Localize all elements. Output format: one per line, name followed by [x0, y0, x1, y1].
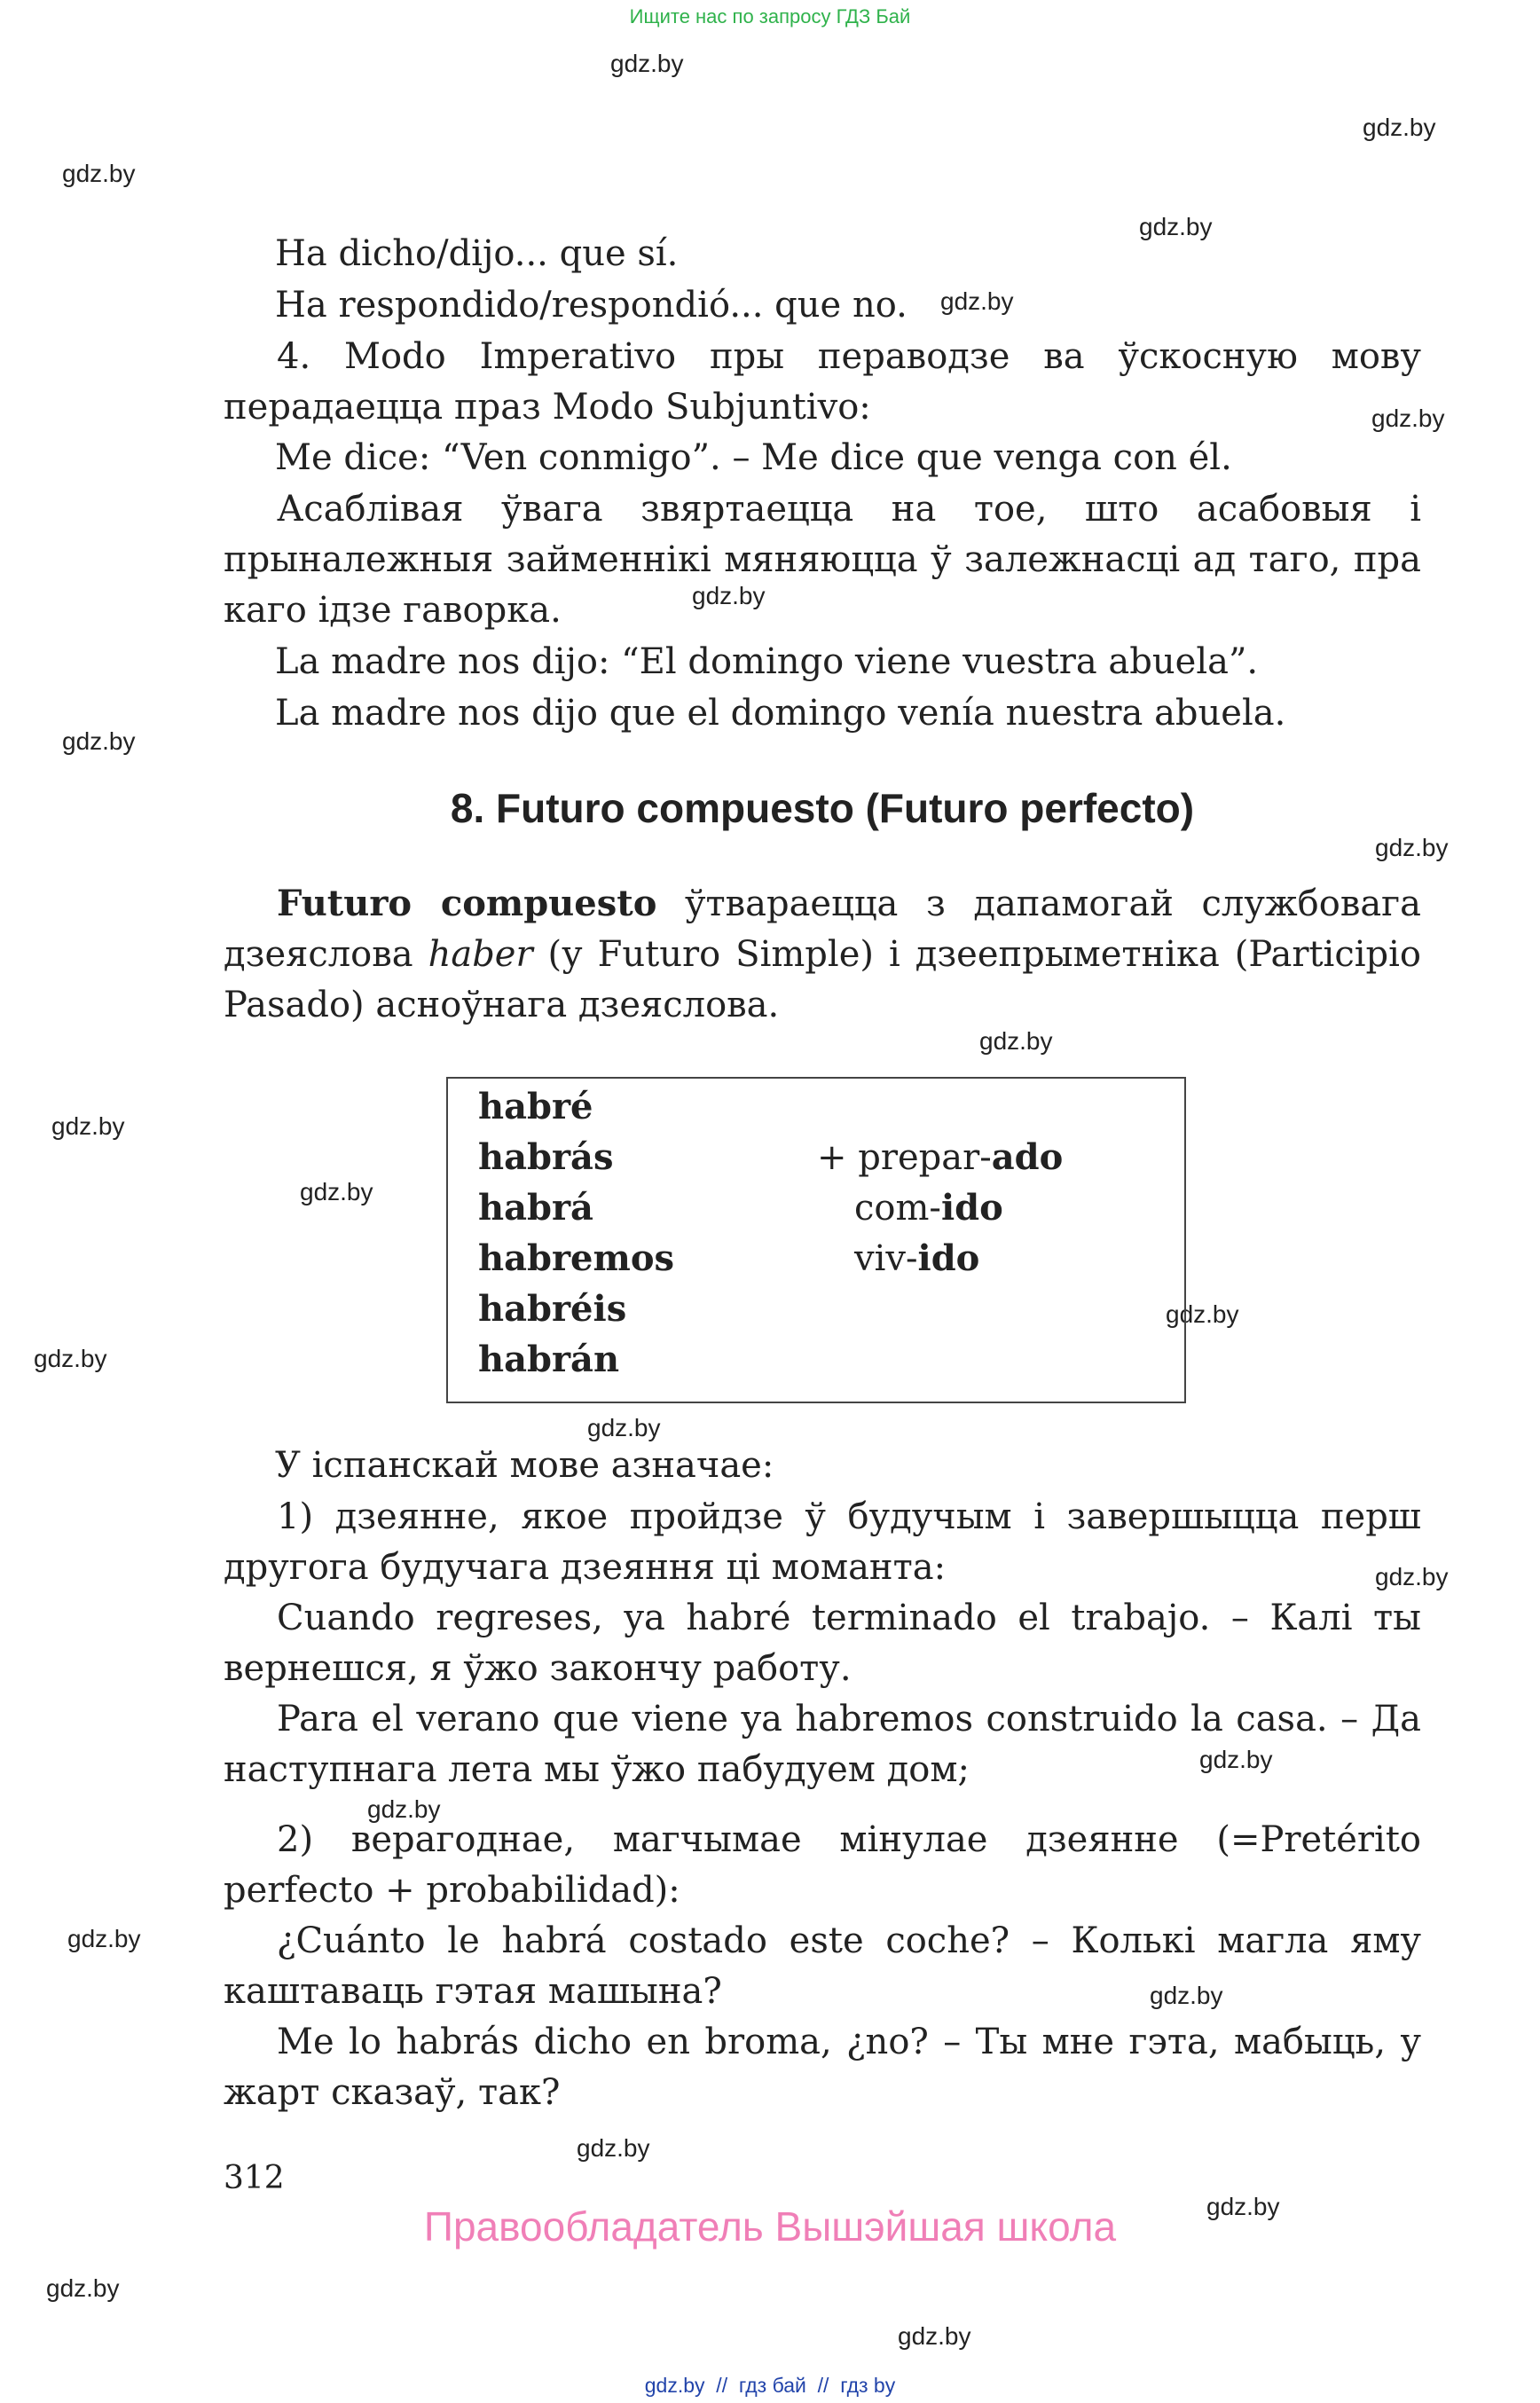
watermark: gdz.by	[1371, 404, 1445, 432]
watermark: gdz.by	[51, 1112, 125, 1140]
paragraph-pronouns: Асаблівая ўвага звяртаецца на тое, што асабовыя і прыналежныя займеннікі мяняюцца ў залежнасці ад таго, пра каго ідзе гаворка.	[224, 489, 1421, 631]
haber-form: habrá	[478, 1187, 593, 1229]
participle-ending: ido	[917, 1237, 980, 1279]
haber-form: habré	[478, 1086, 593, 1127]
participle-ending: ado	[991, 1136, 1064, 1178]
text-line: Ha dicho/dijo... que sí.	[275, 233, 679, 274]
watermark: gdz.by	[979, 1027, 1053, 1055]
haber-form: habréis	[478, 1288, 627, 1330]
term: Futuro compuesto	[277, 883, 657, 924]
watermark: gdz.by	[1206, 2193, 1280, 2220]
watermark: gdz.by	[1375, 834, 1449, 861]
conjugation-box	[446, 1077, 1186, 1403]
intro-text-1: ўтвараецца з дапамогай службовага дзеяслова	[224, 883, 1421, 975]
watermark: gdz.by	[577, 2134, 650, 2162]
participle-prepar	[817, 1132, 1063, 1183]
top-banner: Ищите нас по запросу ГДЗ Бай	[629, 5, 911, 27]
text-line: Ha respondido/respondió... que no.	[275, 285, 908, 326]
page-number: 312	[224, 2160, 285, 2196]
watermark: gdz.by	[62, 160, 136, 187]
watermark: gdz.by	[1199, 1746, 1273, 1773]
footer-links[interactable]: gdz.by // гдз бай // гдз by	[644, 2374, 896, 2397]
participle-ending: ido	[940, 1187, 1003, 1229]
watermark: gdz.by	[1166, 1300, 1239, 1328]
usage-2: 2) верагоднае, магчымае мінулае дзеянне (=Pretérito perfecto + probabilidad):	[224, 1819, 1421, 1911]
paragraph-imperativo: 4. Modo Imperativo пры пераводзе ва ўскосную мову перадаецца праз Modo Subjuntivo:	[224, 336, 1421, 428]
example-imperativo: Me dice: “Ven conmigo”. – Me dice que venga con él.	[275, 437, 1232, 478]
haber-form: habremos	[478, 1237, 675, 1279]
watermark: gdz.by	[610, 50, 684, 77]
example-madre-2: La madre nos dijo que el domingo venía nuestra abuela.	[275, 693, 1286, 734]
watermark: gdz.by	[587, 1414, 661, 1441]
section-heading: 8. Futuro compuesto (Futuro perfecto)	[450, 785, 1195, 831]
watermark: gdz.by	[1150, 1982, 1223, 2009]
plus-sign: +	[817, 1137, 859, 1178]
usage-2-example-1: ¿Cuánto le habrá costado este coche? – Колькі магла яму каштаваць гэтая машына?	[224, 1920, 1421, 2012]
watermark: gdz.by	[1139, 213, 1213, 240]
watermark: gdz.by	[62, 727, 136, 755]
watermark: gdz.by	[300, 1178, 373, 1205]
watermark: gdz.by	[1363, 114, 1436, 141]
haber-form: habrán	[478, 1339, 620, 1380]
example-madre-1: La madre nos dijo: “El domingo viene vuestra abuela”.	[275, 641, 1259, 682]
participle-stem: com-	[854, 1188, 941, 1229]
watermark: gdz.by	[692, 582, 766, 609]
participle-stem: viv-	[854, 1238, 918, 1279]
haber-form: habrás	[478, 1136, 614, 1178]
participle-stem: prepar-	[858, 1137, 992, 1178]
watermark: gdz.by	[1375, 1563, 1449, 1590]
participle-viv	[854, 1233, 979, 1284]
usage-1-example-2: Para el verano que viene ya habremos construido la casa. – Да наступнага лета мы ўжо пабудуем дом;	[224, 1699, 1421, 1790]
haber-term: haber	[428, 934, 533, 975]
participle-com	[854, 1182, 1003, 1234]
copyright-notice: Правообладатель Вышэйшая школа	[423, 2203, 1117, 2250]
usage-2-example-2: Me lo habrás dicho en broma, ¿no? – Ты мне гэта, мабыць, у жарт сказаў, так?	[224, 2022, 1421, 2113]
intro-text-2: (у Futuro Simple) і дзеепрыметніка (Participio Pasado) асноўнага дзеяслова.	[224, 934, 1421, 1025]
usage-1: 1) дзеянне, якое пройдзе ў будучым і завершыцца перш другога будучага дзеяння ці моманта:	[224, 1496, 1421, 1588]
watermark: gdz.by	[940, 287, 1014, 315]
watermark: gdz.by	[898, 2322, 971, 2350]
paragraph-intro	[224, 878, 1421, 1031]
watermark: gdz.by	[34, 1345, 107, 1372]
watermark: gdz.by	[67, 1925, 141, 1952]
usage-intro: У іспанскай мове азначае:	[275, 1445, 774, 1486]
usage-1-example-1: Cuando regreses, ya habré terminado el trabajo. – Калі ты вернешся, я ўжо закончу работу.	[224, 1598, 1421, 1689]
watermark: gdz.by	[367, 1795, 441, 1823]
watermark: gdz.by	[46, 2274, 120, 2302]
